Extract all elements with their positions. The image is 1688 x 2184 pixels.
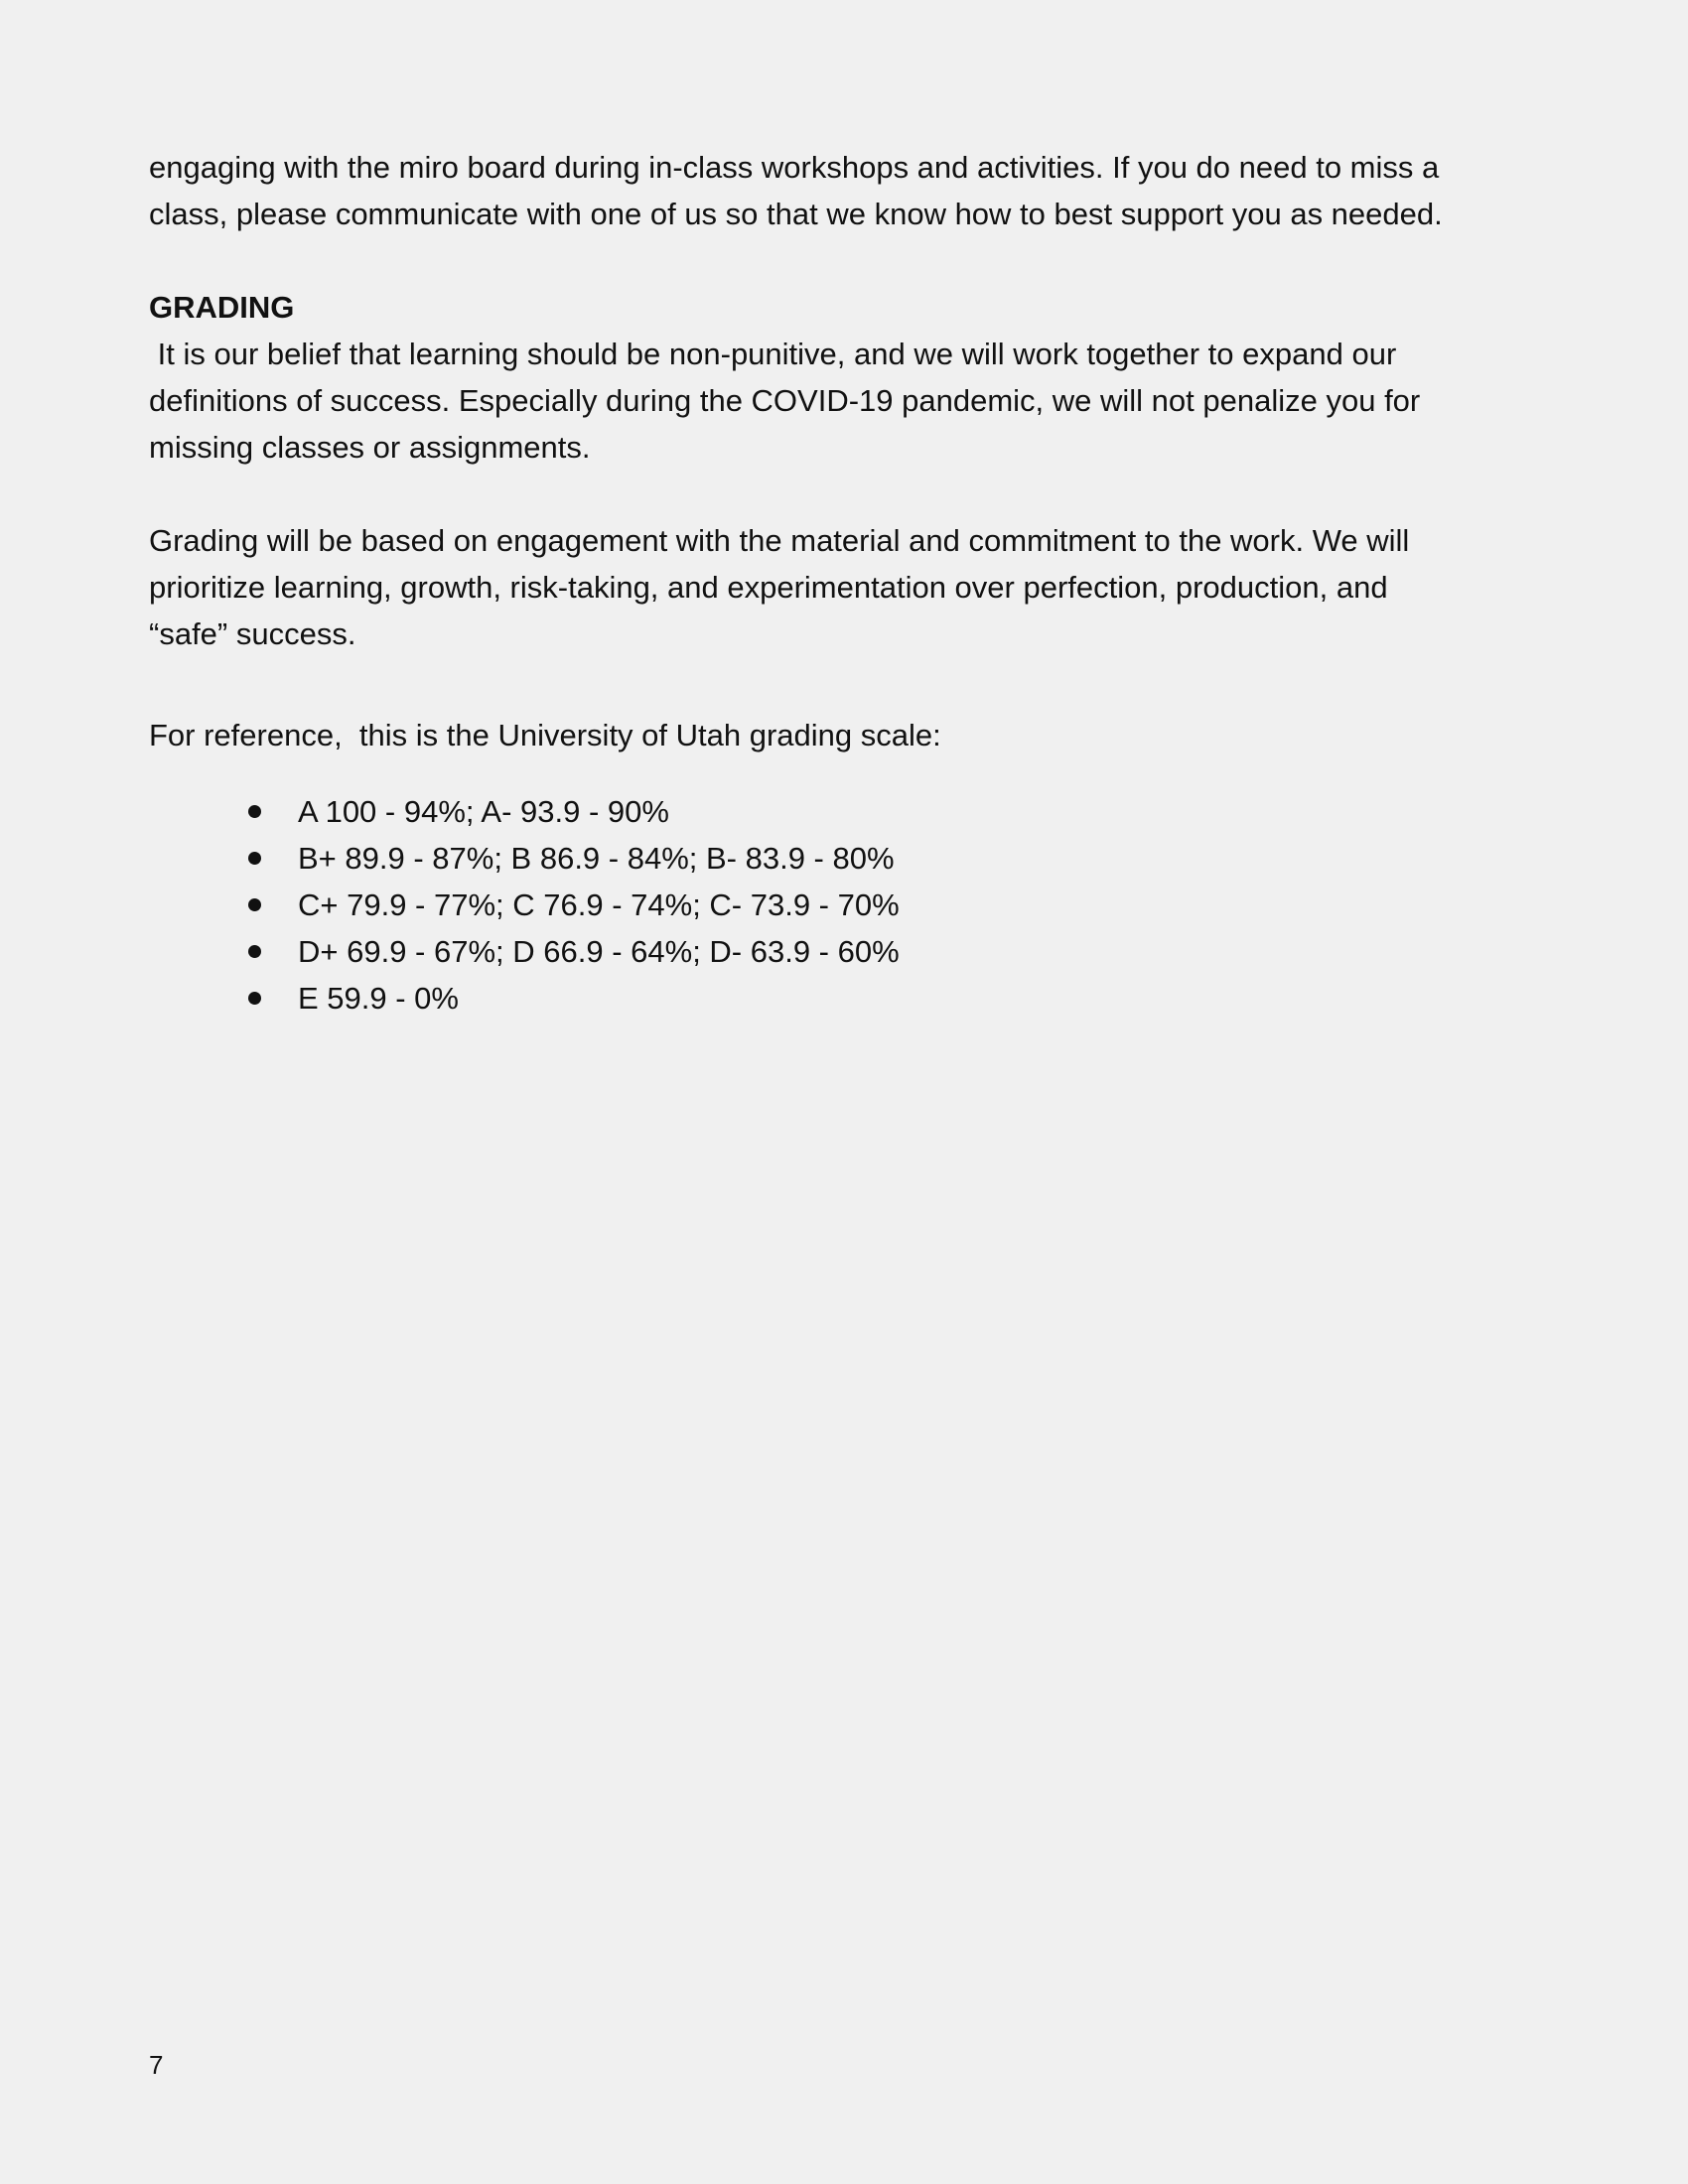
bullet-icon xyxy=(248,805,261,818)
grading-line: prioritize learning, growth, risk-taking, and experimentation over perfection, production, and xyxy=(149,570,1388,605)
grading-scale-list xyxy=(149,788,1539,1022)
grading-line: missing classes or assignments. xyxy=(149,430,591,465)
paragraph-gap xyxy=(149,237,1539,284)
grading-paragraph-1 xyxy=(149,331,1539,471)
grading-line: It is our belief that learning should be non-punitive, and we will work together to expand our xyxy=(149,337,1397,371)
list-item xyxy=(248,788,1539,835)
page-content xyxy=(149,144,1539,1022)
intro-line: engaging with the miro board during in-class workshops and activities. If you do need to miss a xyxy=(149,150,1440,185)
grade-range: E 59.9 - 0% xyxy=(298,981,459,1016)
grading-line: “safe” success. xyxy=(149,616,356,651)
list-item xyxy=(248,882,1539,928)
bullet-icon xyxy=(248,992,261,1005)
grade-range: A 100 - 94%; A- 93.9 - 90% xyxy=(298,794,669,829)
grading-paragraph-2 xyxy=(149,517,1539,657)
list-item xyxy=(248,928,1539,975)
grading-heading: GRADING xyxy=(149,290,295,325)
paragraph-gap xyxy=(149,471,1539,517)
grading-line: definitions of success. Especially during the COVID-19 pandemic, we will not penalize you for xyxy=(149,383,1421,418)
page-number: 7 xyxy=(149,2050,164,2080)
grading-scale-intro: For reference, this is the University of Utah grading scale: xyxy=(149,718,941,752)
bullet-icon xyxy=(248,945,261,958)
intro-line: class, please communicate with one of us so that we know how to best support you as needed. xyxy=(149,197,1443,231)
grade-range: C+ 79.9 - 77%; C 76.9 - 74%; C- 73.9 - 70% xyxy=(298,887,900,922)
intro-paragraph xyxy=(149,144,1539,237)
list-item xyxy=(248,835,1539,882)
list-item xyxy=(248,975,1539,1022)
grade-range: B+ 89.9 - 87%; B 86.9 - 84%; B- 83.9 - 80% xyxy=(298,841,895,876)
grading-line: Grading will be based on engagement with the material and commitment to the work. We will xyxy=(149,523,1410,558)
paragraph-gap xyxy=(149,657,1539,712)
bullet-icon xyxy=(248,898,261,911)
bullet-icon xyxy=(248,852,261,865)
grade-range: D+ 69.9 - 67%; D 66.9 - 64%; D- 63.9 - 60% xyxy=(298,934,900,969)
